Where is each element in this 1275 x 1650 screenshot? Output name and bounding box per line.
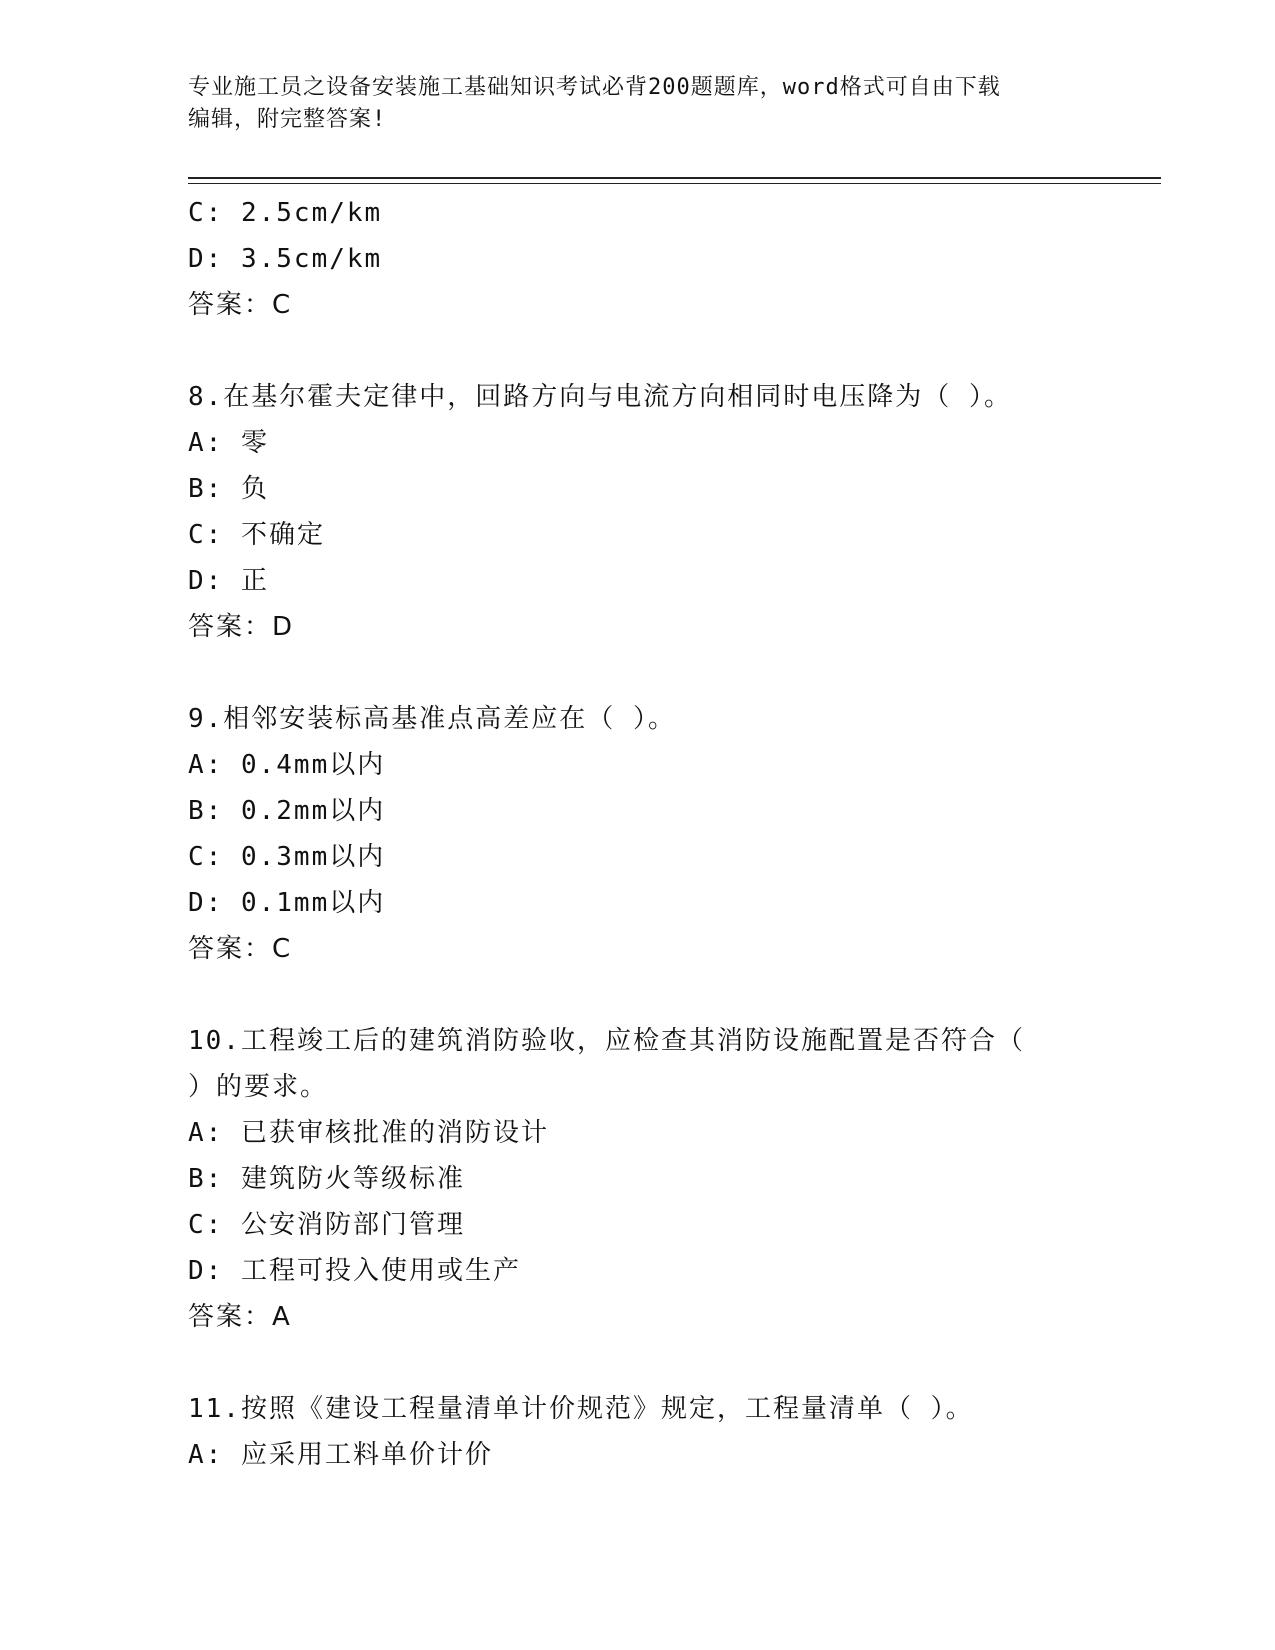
question-text-line-2: ）的要求。 [188, 1072, 329, 1102]
option-c: C: 公安消防部门管理 [188, 1210, 465, 1240]
header-divider-thick [188, 177, 1161, 179]
option-a: A: 0.4mm以内 [188, 750, 386, 780]
option-d: D: 工程可投入使用或生产 [188, 1256, 521, 1286]
option-d: D: 3.5cm/km [188, 244, 383, 274]
header-title-line-1: 专业施工员之设备安装施工基础知识考试必背200题题库，word格式可自由下载 [188, 75, 1001, 100]
question-text: 11.按照《建设工程量清单计价规范》规定，工程量清单（ ）。 [188, 1394, 974, 1424]
option-d: D: 0.1mm以内 [188, 888, 386, 918]
spacer [188, 328, 1088, 374]
question-list [188, 190, 1088, 1478]
spacer [188, 650, 1088, 696]
question-9 [188, 696, 1088, 972]
question-11-partial [188, 1386, 1088, 1478]
answer-label: 答案：D [188, 612, 295, 642]
answer-label: 答案：C [188, 934, 293, 964]
option-c: C: 0.3mm以内 [188, 842, 386, 872]
option-b: B: 0.2mm以内 [188, 796, 386, 826]
header-title-line-2: 编辑，附完整答案! [188, 107, 387, 132]
question-text: 8.在基尔霍夫定律中，回路方向与电流方向相同时电压降为（ ）。 [188, 382, 1012, 412]
question-10 [188, 1018, 1088, 1340]
spacer [188, 1340, 1088, 1386]
spacer [188, 972, 1088, 1018]
question-text-line-1: 10.工程竣工后的建筑消防验收，应检查其消防设施配置是否符合（ [188, 1026, 1025, 1056]
answer-label: 答案：A [188, 1302, 292, 1332]
header-divider-thin [188, 183, 1161, 184]
document-header [188, 72, 1088, 136]
option-c: C: 2.5cm/km [188, 198, 383, 228]
option-a: A: 已获审核批准的消防设计 [188, 1118, 549, 1148]
option-a: A: 应采用工料单价计价 [188, 1440, 493, 1470]
option-b: B: 负 [188, 474, 269, 504]
option-d: D: 正 [188, 566, 269, 596]
option-a: A: 零 [188, 428, 269, 458]
question-text: 9.相邻安装标高基准点高差应在（ ）。 [188, 704, 676, 734]
option-b: B: 建筑防火等级标准 [188, 1164, 465, 1194]
answer-label: 答案：C [188, 290, 293, 320]
question-7-partial [188, 190, 1088, 328]
option-c: C: 不确定 [188, 520, 325, 550]
question-8 [188, 374, 1088, 650]
